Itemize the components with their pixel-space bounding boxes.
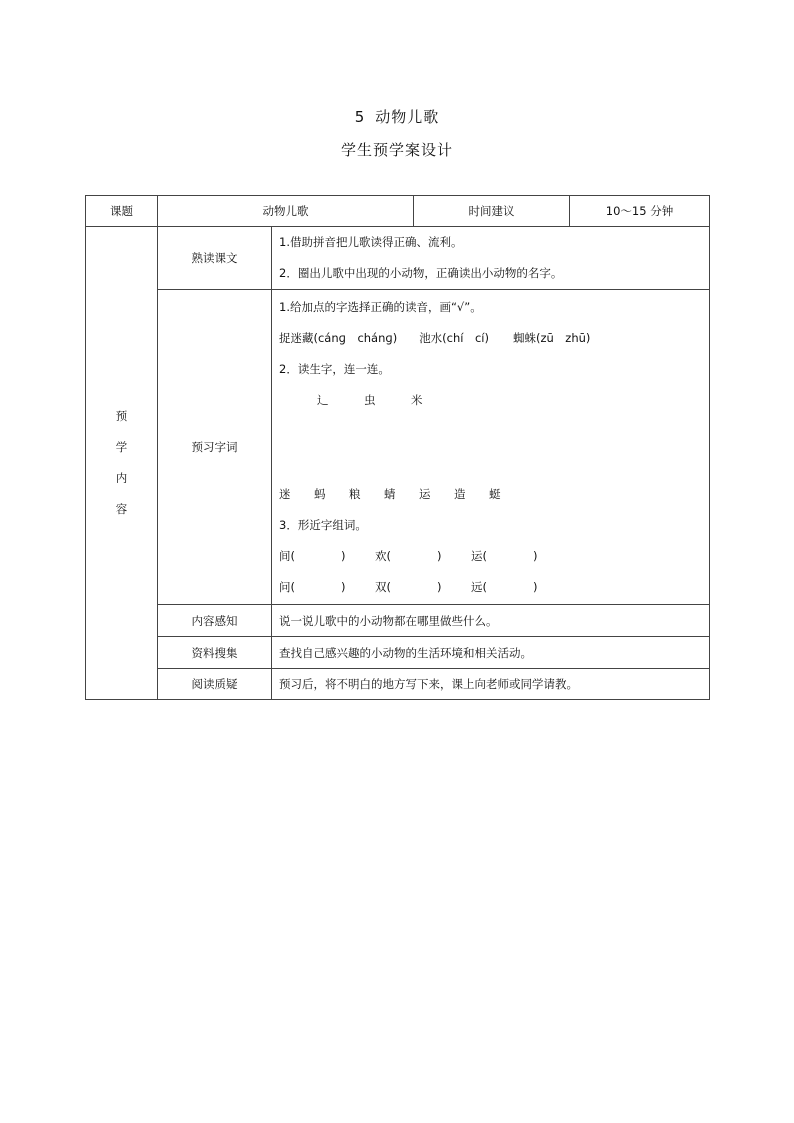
- page-subtitle: 学生预学案设计: [340, 141, 453, 159]
- character: 迷: [279, 486, 291, 501]
- side-char: 学: [115, 440, 128, 454]
- word-group-item: 运( ): [471, 548, 538, 563]
- radical: 辶: [317, 392, 329, 407]
- reading-label: 熟读课文: [158, 227, 272, 290]
- perception-label: 内容感知: [158, 605, 272, 637]
- reading-line-2: 2．圈出儿歌中出现的小动物，正确读出小动物的名字。: [279, 266, 563, 280]
- side-char: 内: [115, 471, 128, 485]
- topic-row: [86, 196, 710, 227]
- word-group-item: 远( ): [471, 579, 538, 594]
- lesson-number: 5: [354, 108, 366, 126]
- word-group-row-1: [279, 541, 709, 572]
- perception-row: [86, 605, 710, 637]
- reading-line-1: 1.借助拼音把儿歌读得正确、流利。: [279, 235, 463, 249]
- character: 蜻: [384, 486, 396, 501]
- research-text: 查找自己感兴趣的小动物的生活环境和相关活动。: [272, 637, 710, 669]
- character-row: [279, 479, 709, 510]
- q1-item: 捉迷藏(cánɡ chánɡ): [279, 330, 398, 345]
- side-char: 容: [115, 502, 128, 516]
- character: 蜓: [489, 486, 501, 501]
- time-value: 10～15 分钟: [570, 196, 710, 227]
- research-label: 资料搜集: [158, 637, 272, 669]
- matching-area: [279, 416, 709, 479]
- word-group-row-2: [279, 572, 709, 603]
- character: 粮: [349, 486, 361, 501]
- lesson-title-text: 动物儿歌: [375, 108, 440, 126]
- side-label-preview-content: [86, 227, 158, 700]
- character: 运: [419, 486, 431, 501]
- preview-row: [86, 290, 710, 605]
- topic-label: 课题: [86, 196, 158, 227]
- character: 蚂: [314, 486, 326, 501]
- reading-content: [272, 227, 710, 290]
- radical-row: [279, 385, 709, 416]
- radical: 米: [411, 392, 423, 407]
- q3-text: 3．形近字组词。: [279, 517, 367, 532]
- q1-item: 蜘蛛(zū zhū): [513, 330, 591, 345]
- perception-text: 说一说儿歌中的小动物都在哪里做些什么。: [272, 605, 710, 637]
- time-label: 时间建议: [414, 196, 570, 227]
- lesson-title: [0, 106, 794, 127]
- character: 造: [454, 486, 466, 501]
- q2-text: 2．读生字，连一连。: [279, 361, 390, 376]
- radical: 虫: [364, 392, 376, 407]
- research-row: [86, 637, 710, 669]
- word-group-item: 双( ): [375, 579, 442, 594]
- questions-label: 阅读质疑: [158, 669, 272, 700]
- word-group-item: 问( ): [279, 579, 346, 594]
- reading-row: [86, 227, 710, 290]
- preview-content: [272, 290, 710, 605]
- topic-value: 动物儿歌: [158, 196, 414, 227]
- q1-items: [279, 323, 709, 354]
- word-group-item: 欢( ): [375, 548, 442, 563]
- questions-row: [86, 669, 710, 700]
- word-group-item: 间( ): [279, 548, 346, 563]
- q1-item: 池水(chí cí): [419, 330, 489, 345]
- questions-text: 预习后，将不明白的地方写下来，课上向老师或同学请教。: [272, 669, 710, 700]
- preview-plan-table: [85, 195, 710, 700]
- preview-label: 预习字词: [158, 290, 272, 605]
- q1-text: 1.给加点的字选择正确的读音，画“√”。: [279, 299, 482, 314]
- side-char: 预: [115, 409, 128, 423]
